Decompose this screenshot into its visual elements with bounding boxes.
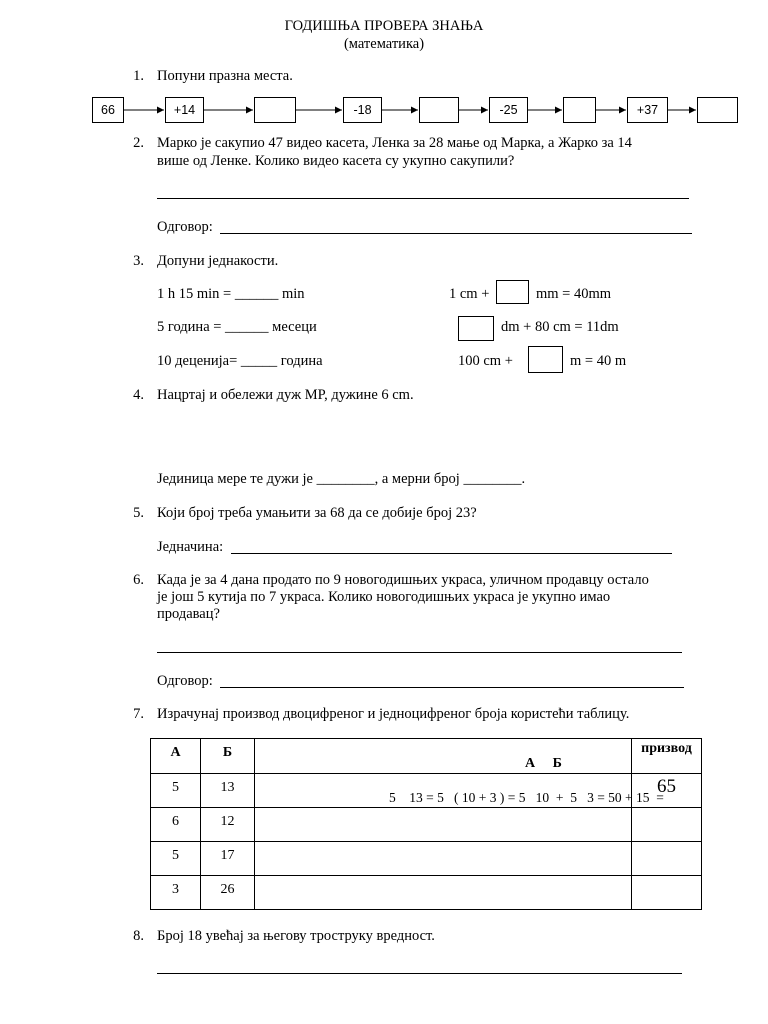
cell-product[interactable]: [632, 808, 702, 842]
question-number: 4.: [133, 387, 144, 403]
answer-line[interactable]: [220, 687, 684, 688]
page-subtitle: (математика): [343, 36, 425, 52]
question-text: Када је за 4 дана продато по 9 новогодишњих украса, уличном продавцу остало: [157, 572, 649, 588]
header-cell-a: А: [151, 739, 201, 774]
question-number: 6.: [133, 572, 144, 588]
answer-line[interactable]: [157, 652, 682, 653]
table-row: [151, 808, 702, 842]
chain-operation-box: +14: [165, 97, 204, 123]
question-number: 7.: [133, 706, 144, 722]
equation-part: dm + 80 cm = 11dm: [501, 319, 619, 335]
cell-a: 5: [151, 774, 201, 808]
chain-blank-box[interactable]: [419, 97, 459, 123]
question-number: 5.: [133, 505, 144, 521]
answer-box[interactable]: [496, 280, 529, 304]
equation: 10 деценија= _____ година: [157, 353, 323, 369]
cell-work[interactable]: [255, 842, 632, 876]
chain-operation-box: +37: [627, 97, 668, 123]
answer-label: Одговор:: [157, 673, 213, 689]
equation-part: mm = 40mm: [536, 286, 612, 302]
cell-b: 13: [201, 774, 255, 808]
header-cell-b: Б: [201, 739, 255, 774]
chain-start-box: 66: [92, 97, 124, 123]
question-number: 2.: [133, 135, 144, 151]
chain-blank-box[interactable]: [254, 97, 296, 123]
equation: 5 година = ______ месеци: [157, 319, 317, 335]
answer-label: Одговор:: [157, 219, 213, 235]
chain-blank-box[interactable]: [697, 97, 738, 123]
equation-part: m = 40 m: [570, 353, 627, 369]
question-text: је још 5 кутија по 7 украса. Колико новогодишњих украса је укупно имао: [157, 589, 611, 605]
cell-product[interactable]: [632, 842, 702, 876]
chain-operation-box: -18: [343, 97, 382, 123]
table-header-row: [151, 739, 702, 774]
cell-work[interactable]: [255, 808, 632, 842]
cell-b: 17: [201, 842, 255, 876]
equation-part: 1 cm +: [449, 286, 490, 302]
chain-blank-box[interactable]: [563, 97, 596, 123]
answer-line[interactable]: [231, 553, 672, 554]
answer-box[interactable]: [528, 346, 563, 373]
page-title: ГОДИШЊА ПРОВЕРА ЗНАЊА: [284, 18, 484, 34]
question-text: Израчунај производ двоцифреног и једноцифреног броја користећи таблицу.: [157, 706, 630, 722]
cell-b: 12: [201, 808, 255, 842]
question-text: Попуни празна места.: [157, 68, 293, 84]
question-text: Марко је сакупио 47 видео касета, Ленка за 28 мање од Марка, а Жарко за 14: [157, 135, 632, 151]
cell-a: 6: [151, 808, 201, 842]
cell-b: 26: [201, 876, 255, 910]
question-number: 1.: [133, 68, 144, 84]
question-text: Допуни једнакости.: [157, 253, 279, 269]
question-text: Који број треба умањити за 68 да се добије број 23?: [157, 505, 477, 521]
question-text: више од Ленке. Колико видео касета су укупно сакупили?: [157, 153, 515, 169]
equation: 1 h 15 min = ______ min: [157, 286, 305, 302]
question-number: 8.: [133, 928, 144, 944]
table-row: [151, 842, 702, 876]
header-cell-product: призвод: [632, 739, 702, 774]
equation-label: Једначина:: [157, 539, 224, 555]
answer-line[interactable]: [157, 973, 682, 974]
question-text: Нацртај и обележи дуж MP, дужине 6 cm.: [157, 387, 414, 403]
header-cell-work: А Б: [255, 739, 632, 774]
table-row: [151, 774, 702, 808]
fill-in-text: Јединица мере те дужи је ________, а мерни број ________.: [157, 471, 526, 487]
answer-line[interactable]: [220, 233, 692, 234]
question-text: продавац?: [157, 606, 220, 622]
cell-work[interactable]: 5 13 = 5 ( 10 + 3 ) = 5 10 + 5 3 = 50 + 15 =: [255, 774, 632, 808]
cell-a: 5: [151, 842, 201, 876]
answer-box[interactable]: [458, 316, 494, 341]
question-number: 3.: [133, 253, 144, 269]
chain-operation-box: -25: [489, 97, 528, 123]
multiplication-table: [150, 738, 702, 910]
cell-product[interactable]: [632, 876, 702, 910]
answer-line[interactable]: [157, 198, 689, 199]
table-row: [151, 876, 702, 910]
cell-work[interactable]: [255, 876, 632, 910]
equation-part: 100 cm +: [458, 353, 513, 369]
question-text: Број 18 увећај за његову троструку вредност.: [157, 928, 435, 944]
cell-a: 3: [151, 876, 201, 910]
cell-product[interactable]: 65: [632, 774, 702, 808]
